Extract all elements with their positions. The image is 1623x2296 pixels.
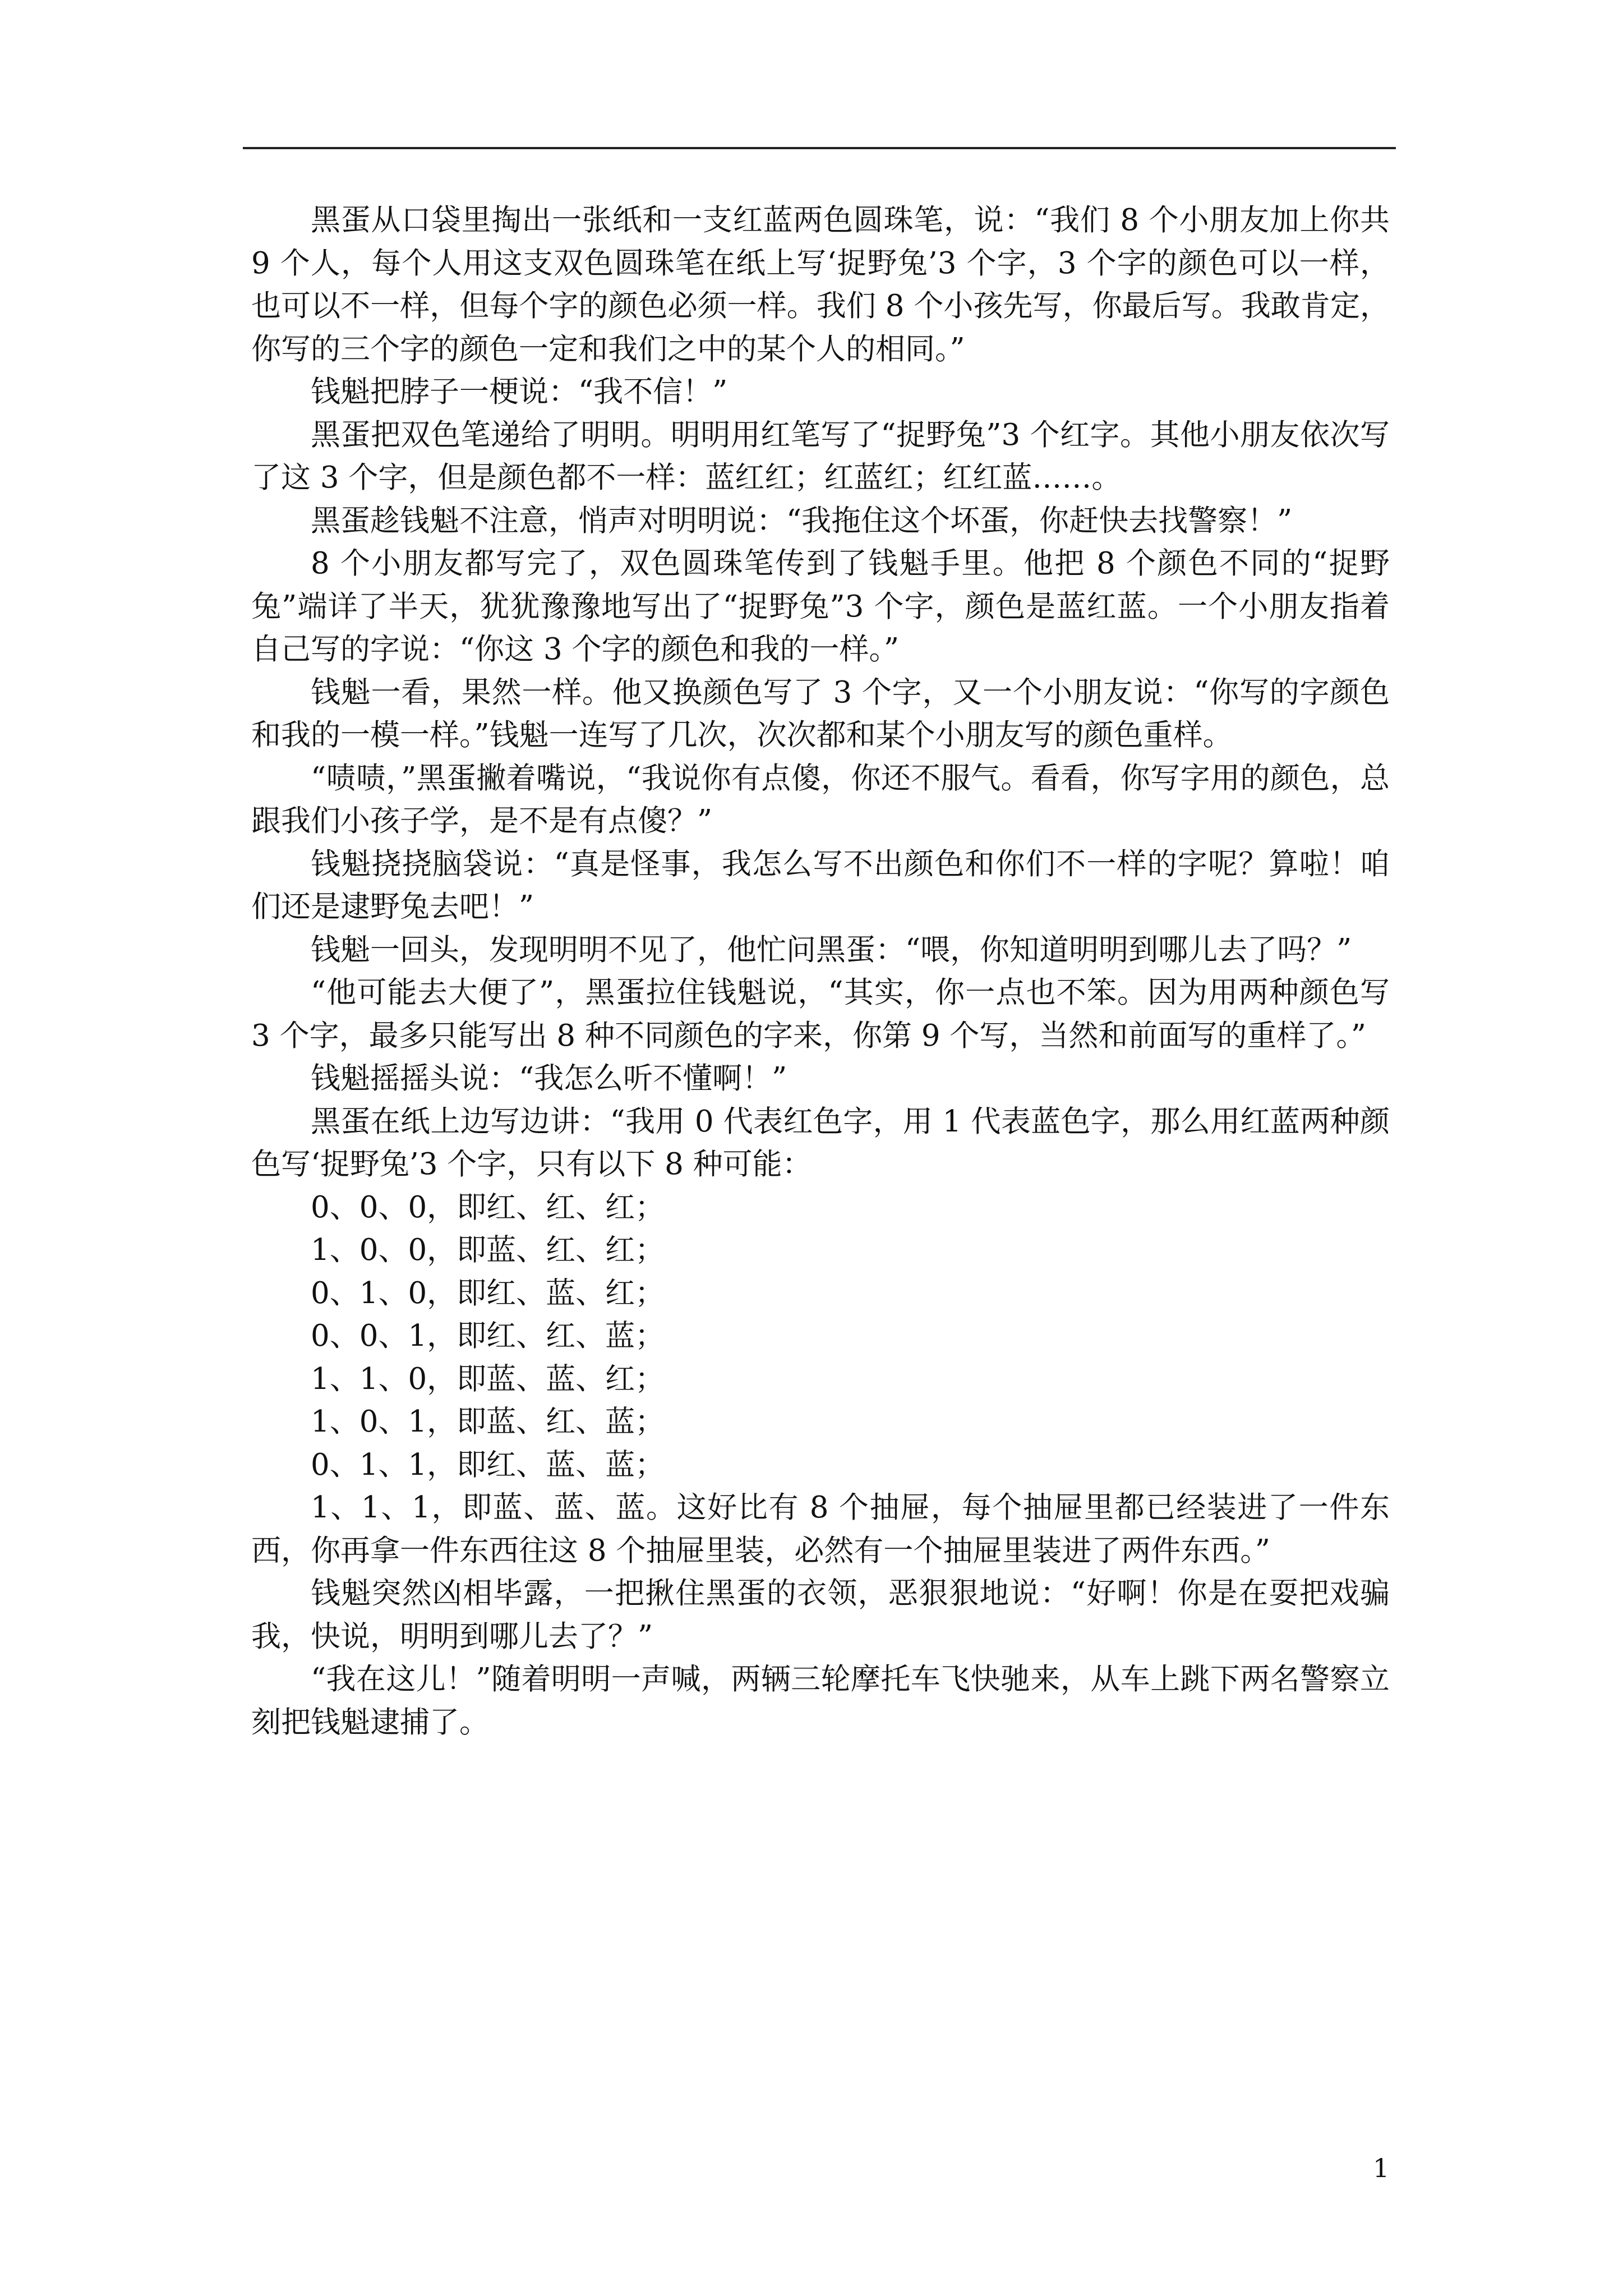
paragraph: 钱魁摇摇头说：“我怎么听不懂啊！” [311,1061,787,1096]
paragraph: “啧啧，”黑蛋撇着嘴说，“我说你有点傻，你还不服气。看看，你写字用的颜色，总跟我们小孩子学，是不是有点傻？” [251,761,1390,838]
list-item: 0、1、0，即红、蓝、红； [311,1276,665,1310]
paragraph: 钱魁把脖子一梗说：“我不信！” [311,375,728,409]
paragraph: 黑蛋从口袋里掏出一张纸和一支红蓝两色圆珠笔，说：“我们 8 个小朋友加上你共 9 个人，每个人用这支双色圆珠笔在纸上写‘捉野兔’3 个字，3 个字的颜色可以一样，也可以不一样，但每个字的颜色必须一样。我们 8 个小孩先写，你最后写。我敢肯定，你写的三个字的颜色一定和我们之中的某个人的相同。” [251,203,1390,366]
paragraph: 黑蛋趁钱魁不注意，悄声对明明说：“我拖住这个坏蛋，你赶快去找警察！” [311,503,1293,538]
paragraph: 钱魁一回头，发现明明不见了，他忙问黑蛋：“喂，你知道明明到哪儿去了吗？” [311,932,1352,967]
paragraph: 黑蛋在纸上边写边讲：“我用 0 代表红色字，用 1 代表蓝色字，那么用红蓝两种颜色写‘捉野兔’3 个字，只有以下 8 种可能： [251,1104,1390,1181]
list-item: 1、0、1，即蓝、红、蓝； [311,1405,665,1439]
paragraph: 8 个小朋友都写完了，双色圆珠笔传到了钱魁手里。他把 8 个颜色不同的“捉野兔”端详了半天，犹犹豫豫地写出了“捉野兔”3 个字，颜色是蓝红蓝。一个小朋友指着自己写的字说：“你这 3 个字的颜色和我的一样。” [251,546,1390,666]
paragraph: 黑蛋把双色笔递给了明明。明明用红笔写了“捉野兔”3 个红字。其他小朋友依次写了这 3 个字，但是颜色都不一样：蓝红红；红蓝红；红红蓝……。 [251,417,1390,495]
paragraph: 钱魁一看，果然一样。他又换颜色写了 3 个字，又一个小朋友说：“你写的字颜色和我的一模一样。”钱魁一连写了几次，次次都和某个小朋友写的颜色重样。 [251,675,1390,752]
paragraph: “他可能去大便了”，黑蛋拉住钱魁说，“其实，你一点也不笨。因为用两种颜色写 3 个字，最多只能写出 8 种不同颜色的字来，你第 9 个写，当然和前面写的重样了。” [251,976,1390,1053]
page-number: 1 [1373,2153,1390,2183]
document-body [251,199,1390,1744]
list-item: 0、1、1，即红、蓝、蓝； [311,1447,665,1482]
header-rule [243,147,1396,149]
paragraph: 钱魁突然凶相毕露，一把揪住黑蛋的衣领，恶狠狠地说：“好啊！你是在耍把戏骗我，快说，明明到哪儿去了？” [251,1576,1390,1654]
list-item: 1、0、0，即蓝、红、红； [311,1233,665,1267]
list-item: 0、0、0，即红、红、红； [311,1190,665,1225]
list-item: 1、1、0，即蓝、蓝、红； [311,1361,665,1396]
paragraph: 钱魁挠挠脑袋说：“真是怪事，我怎么写不出颜色和你们不一样的字呢？算啦！咱们还是逮野兔去吧！” [251,846,1390,924]
list-item: 0、0、1，即红、红、蓝； [311,1319,665,1353]
paragraph: 1、1、1，即蓝、蓝、蓝。这好比有 8 个抽屉，每个抽屉里都已经装进了一件东西，你再拿一件东西往这 8 个抽屉里装，必然有一个抽屉里装进了两件东西。” [251,1490,1390,1568]
paragraph: “我在这儿！”随着明明一声喊，两辆三轮摩托车飞快驰来，从车上跳下两名警察立刻把钱魁逮捕了。 [251,1662,1390,1740]
